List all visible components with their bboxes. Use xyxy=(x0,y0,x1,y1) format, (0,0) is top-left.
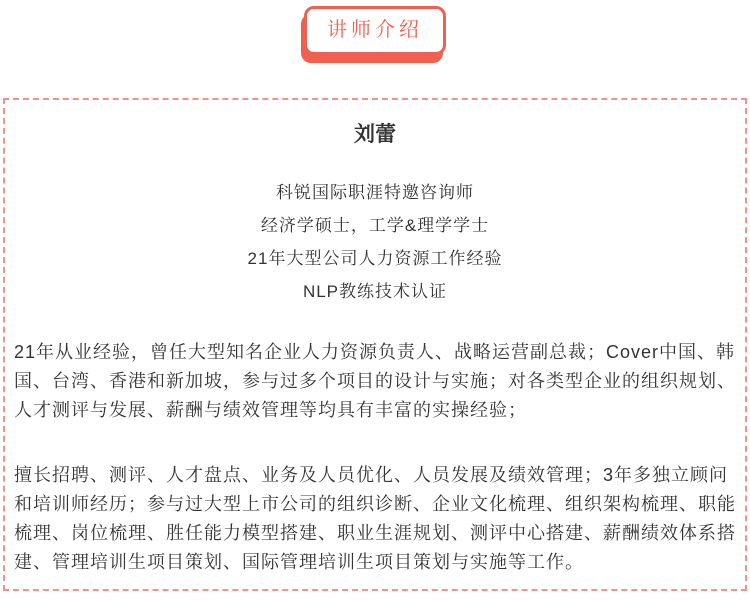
bio-paragraph-experience: 21年从业经验，曾任大型知名企业人力资源负责人、战略运营副总裁；Cover中国、韩国、台湾、香港和新加坡，参与过多个项目的设计与实施；对各类型企业的组织规划、人才测评与发展、薪酬与绩效管理等均具有丰富的实操经验； xyxy=(14,342,736,420)
lecturer-name: 刘蕾 xyxy=(354,123,396,146)
credential-line: 21年大型公司人力资源工作经验 xyxy=(247,249,503,268)
credential-line: NLP教练技术认证 xyxy=(302,282,448,301)
credential-line: 经济学硕士，工学&理学学士 xyxy=(260,216,490,235)
credential-line: 科锐国际职涯特邀咨询师 xyxy=(276,183,474,202)
lecturer-intro-badge: 讲师介绍 xyxy=(304,6,446,55)
credential-list xyxy=(14,176,736,308)
lecturer-profile-card xyxy=(3,98,747,591)
section-header xyxy=(0,0,750,70)
bio-paragraph-expertise: 擅长招聘、测评、人才盘点、业务及人员优化、人员发展及绩效管理；3年多独立顾问和培训师经历；参与过大型上市公司的组织诊断、企业文化梳理、组织架构梳理、职能梳理、岗位梳理、胜任能力模型搭建、职业生涯规划、测评中心搭建、薪酬绩效体系搭建、管理培训生项目策划、国际管理培训生项目策划与实施等工作。 xyxy=(14,465,736,572)
